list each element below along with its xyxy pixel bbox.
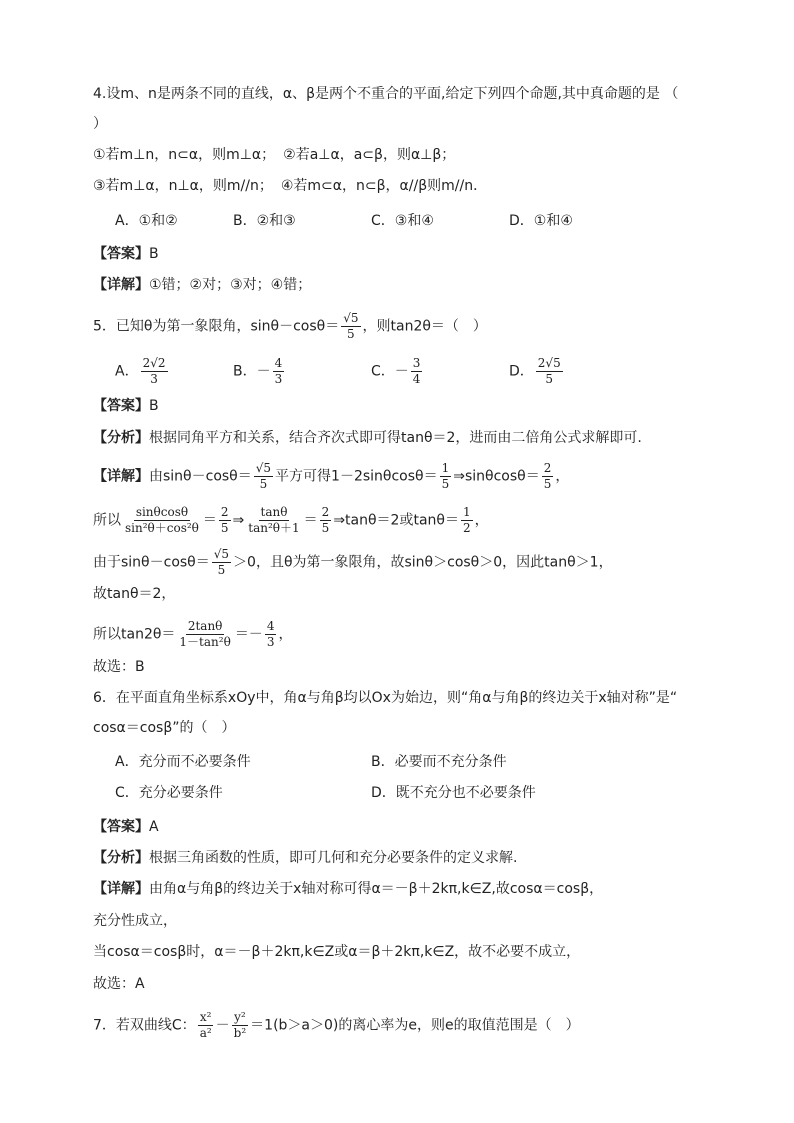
q4-prop2: ②若a⊥α，a⊂β，则α⊥β； [283, 147, 456, 163]
q5-option-d: D． $\frac{2√5}{5}$ [509, 356, 561, 386]
q6-option-b: B．必要而不充分条件 [371, 754, 507, 770]
answer-tag: 【答案】 [93, 819, 149, 835]
analysis-text: 根据同角平方和关系，结合齐次式即可得tanθ＝2，进而由二倍角公式求解即可. [149, 430, 642, 446]
q6-answer [93, 817, 159, 837]
q5-option-a: A． $\frac{2√2}{3}$ [115, 356, 166, 386]
q4-prop1: ①若m⊥n，n⊂α，则m⊥α； [93, 147, 276, 163]
q6-detail-line3: 当cosα＝cosβ时，α＝－β＋2kπ,k∈Z或α＝β＋2kπ,k∈Z，故不必要不成立， [93, 944, 581, 960]
detail-text: ①错；②对；③对；④错； [149, 277, 312, 293]
q6-final: 故选：A [93, 976, 145, 992]
q4-option-a: A．①和② [115, 213, 178, 229]
q4-answer [93, 244, 159, 264]
q4-prop3: ③若m⊥α，n⊥α，则m//n； [93, 178, 273, 194]
q4-detail [93, 275, 311, 295]
q6-detail-line2: 充分性成立， [93, 913, 177, 929]
answer-value: B [149, 398, 159, 414]
q5-analysis [93, 428, 642, 448]
q6-option-a: A．充分而不必要条件 [115, 754, 251, 770]
detail-tag: 【详解】 [93, 468, 149, 485]
q5-option-b: B．－ $\frac{4}{3}$ [233, 356, 283, 386]
q5-option-c: C．－ $\frac{3}{4}$ [371, 356, 421, 386]
q4-option-d: D．①和④ [509, 213, 573, 229]
q4-prop4: ④若m⊂α，n⊂β，α//β则m//n． [280, 178, 488, 194]
q5-stem-fraction: $\frac{√5}{5}$ [343, 311, 359, 341]
q6-detail-line1: 【详解】由角α与角β的终边关于x轴对称可得α＝－β＋2kπ,k∈Z,故cosα＝cosβ， [93, 881, 604, 897]
q4-props-line2 [93, 176, 487, 196]
analysis-tag: 【分析】 [93, 430, 149, 446]
detail-tag: 【详解】 [93, 881, 149, 897]
q4-stem-end: ） [93, 116, 107, 132]
answer-value: B [149, 246, 159, 262]
q6-option-c: C．充分必要条件 [115, 785, 223, 801]
analysis-tag: 【分析】 [93, 850, 149, 866]
q5-detail-line1: 【详解】由sinθ－cosθ＝ $\frac{√5}{5}$ 平方可得1－2sinθcosθ＝ $\frac{1}{5}$ ⇒sinθcosθ＝ $\frac{2}{5}$ ， [93, 461, 570, 491]
detail-tag: 【详解】 [93, 277, 149, 293]
answer-value: A [149, 819, 159, 835]
q5-stem-prefix: 5．已知θ为第一象限角，sinθ－cosθ＝ [93, 318, 340, 335]
q4-option-c: C．③和④ [371, 213, 434, 229]
q5-detail-line2: 所以 $\frac{\sin\theta\cos\theta}{\text{sin²θ＋cos²θ}}$ ＝ $\frac{2}{5}$ ⇒ $\frac{\tan\theta}{\text{tan²θ＋1}}$ ＝ $\frac{2}{5}$ ⇒tanθ＝2或tanθ＝ $\frac{1}{2}$ ， [93, 505, 489, 535]
analysis-text: 根据三角函数的性质，即可几何和充分必要条件的定义求解. [149, 850, 518, 866]
q5-detail-line3: 由于sinθ－cosθ＝ $\frac{√5}{5}$ ＞0，且θ为第一象限角，故sinθ＞cosθ＞0，因此tanθ＞1， [93, 547, 613, 577]
q6-option-d: D．既不充分也不必要条件 [371, 785, 536, 801]
q6-analysis [93, 848, 517, 868]
q4-props-line1 [93, 145, 455, 165]
q6-stem-line1: 6．在平面直角坐标系xOy中，角α与角β均以Ox为始边，则“角α与角β的终边关于x轴对称”是“ [93, 690, 678, 706]
q5-final: 故选：B [93, 659, 145, 675]
q7-stem: 7．若双曲线C： $\frac{\text{x²}}{\text{a²}}$ － $\frac{\text{y²}}{\text{b²}}$ ＝1(b＞a＞0)的离心率为e，则e的取值范围是（ ） [93, 1010, 580, 1040]
q5-stem [93, 311, 487, 342]
answer-tag: 【答案】 [93, 398, 149, 414]
q5-detail-line5: 所以tan2θ＝ $\frac{2\tan\theta}{\text{1－tan²θ}}$ ＝－ $\frac{4}{3}$ ， [93, 619, 293, 649]
q5-detail-line4: 故tanθ＝2， [93, 586, 176, 602]
answer-tag: 【答案】 [93, 246, 149, 262]
q6-stem-line2: cosα＝cosβ”的（ ） [93, 720, 236, 736]
q4-stem: 4.设m、n是两条不同的直线，α、β是两个不重合的平面,给定下列四个命题,其中真命题的是 （ [93, 86, 679, 102]
q4-option-b: B．②和③ [233, 213, 296, 229]
q5-answer [93, 396, 159, 416]
q5-stem-suffix: ，则tan2θ＝（ ） [362, 318, 487, 335]
